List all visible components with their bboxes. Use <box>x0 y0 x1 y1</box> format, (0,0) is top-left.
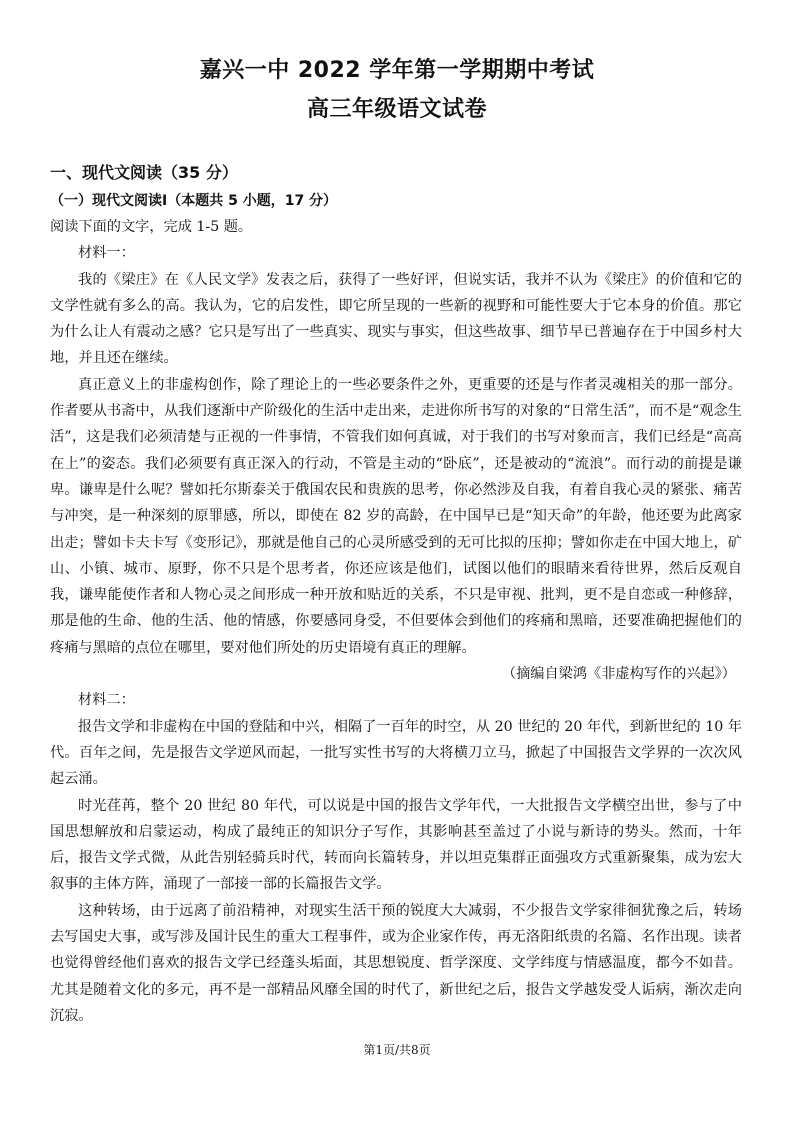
exam-title: 嘉兴一中 2022 学年第一学期期中考试 <box>199 58 595 83</box>
exam-subtitle: 高三年级语文试卷 <box>306 97 487 122</box>
material2-label: 材料二： <box>78 692 135 709</box>
reading-passage <box>50 214 742 1029</box>
page-number: 第1页/共8页 <box>363 1043 431 1057</box>
material2-paragraph-1: 报告文学和非虚构在中国的登陆和中兴，相隔了一百年的时空，从 20 世纪的 20 年代，到新世纪的 10 年代。百年之间，先是报告文学逆风而起，一批写实性书写的大将横刀立马，掀起了中国报告文学界的一次次风起云涌。 <box>50 718 742 788</box>
section-heading: 一、现代文阅读（35 分） <box>50 163 238 182</box>
material1-paragraph-1: 我的《梁庄》在《人民文学》发表之后，获得了一些好评，但说实话，我并不认为《梁庄》的价值和它的文学性就有多么的高。我认为，它的启发性，即它所呈现的一些新的视野和可能性要大于它本身的价值。那它为什么让人有震动之感？它只是写出了一些真实、现实与事实，但这些故事、细节早已普遍存在于中国乡村大地，并且还在继续。 <box>50 271 742 367</box>
material2-paragraph-3: 这种转场，由于远离了前沿精神，对现实生活干预的锐度大大减弱，不少报告文学家徘徊犹豫之后，转场去写国史大事，或写涉及国计民生的重大工程事件，或为企业家作传，再无洛阳纸贵的名篇、名作出现。读者也觉得曾经他们喜欢的报告文学已经蓬头垢面，其思想锐度、哲学深度、文学纬度与情感温度，都今不如昔。尤其是随着文化的多元，再不是一部精品风靡全国的时代了，新世纪之后，报告文学越发受人诟病，渐次走向沉寂。 <box>50 902 742 1024</box>
subsection-heading: （一）现代文阅读Ⅰ（本题共 5 小题，17 分） <box>50 193 338 209</box>
material1-citation: （摘编自梁鸿《非虚构写作的兴起》） <box>501 666 736 683</box>
instruction-text: 阅读下面的文字，完成 1-5 题。 <box>50 219 253 235</box>
material1-label: 材料一： <box>78 245 135 262</box>
material2-paragraph-2: 时光荏苒，整个 20 世纪 80 年代，可以说是中国的报告文学年代，一大批报告文学横空出世，参与了中国思想解放和启蒙运动，构成了最纯正的知识分子写作，其影响甚至盖过了小说与新诗的势头。然而，十年后，报告文学式微，从此告别轻骑兵时代，转而向长篇转身，并以坦克集群正面强攻方式重新聚集，成为宏大叙事的主体方阵，涌现了一部接一部的长篇报告文学。 <box>50 797 742 893</box>
material1-paragraph-2: 真正意义上的非虚构创作，除了理论上的一些必要条件之外，更重要的还是与作者灵魂相关的那一部分。作者要从书斋中，从我们逐渐中产阶级化的生活中走出来，走进你所书写的对象的“日常生活”，而不是“观念生活”，这是我们必须清楚与正视的一件事情，不管我们如何真诚，对于我们的书写对象而言，我们已经是“高高在上”的姿态。我们必须要有真正深入的行动，不管是主动的“卧底”，还是被动的“流浪”。而行动的前提是谦卑。谦卑是什么呢？譬如托尔斯泰关于俄国农民和贵族的思考，你必然涉及自我，有着自我心灵的紧张、痛苦与冲突，是一种深刻的原罪感，所以，即使在 82 岁的高龄，在中国早已是“知天命”的年龄，他还要为此离家出走；譬如卡夫卡写《变形记》，那就是他自己的心灵所感受到的无可比拟的压抑；譬如你走在中国大地上，矿山、小镇、城市、原野，你不只是个思考者，你还应该是他们，试图以他们的眼睛来看待世界，然后反观自我，谦卑能使作者和人物心灵之间形成一种开放和贴近的关系，不只是审视、批判，更不是自恋或一种修辞，那是他的生命、他的生活、他的情感，你要感同身受，不但要体会到他们的疼痛和黑暗，还要准确把握他们的疼痛与黑暗的点位在哪里，要对他们所处的历史语境有真正的理解。 <box>50 376 742 656</box>
